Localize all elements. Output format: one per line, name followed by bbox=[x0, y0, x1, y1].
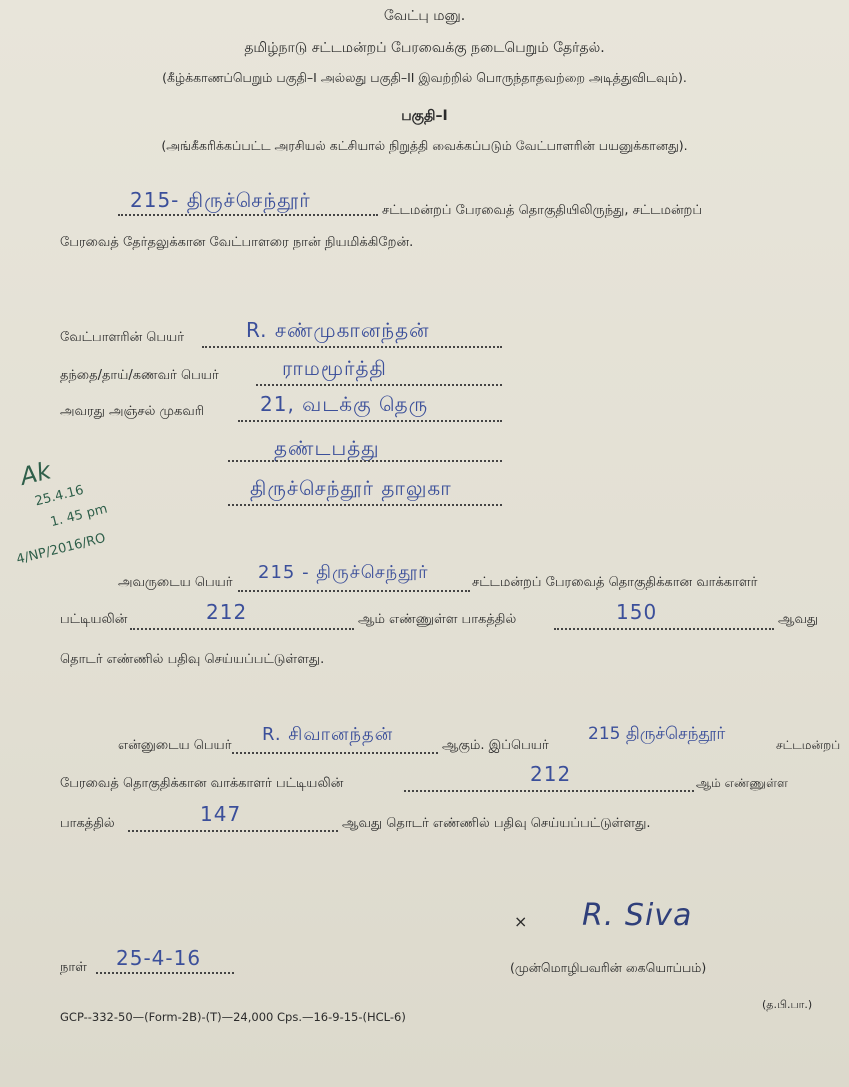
dotted-line bbox=[404, 790, 694, 792]
form-subtitle: தமிழ்நாடு சட்டமன்றப் பேரவைக்கு நடைபெறும் தேர்தல். bbox=[244, 40, 605, 56]
dotted-line bbox=[228, 504, 502, 506]
para2-part-number-handwritten: 212 bbox=[206, 600, 248, 624]
signature-cross-mark: × bbox=[514, 912, 528, 931]
para2-text1: அவருடைய பெயர் bbox=[118, 575, 233, 590]
para3-text1: என்னுடைய பெயர் bbox=[118, 738, 232, 753]
receipt-date: 25.4.16 bbox=[33, 482, 86, 510]
dotted-line bbox=[202, 346, 502, 348]
proposer-name-handwritten: R. சிவானந்தன் bbox=[262, 724, 394, 745]
para3-part-number-handwritten: 212 bbox=[530, 762, 572, 786]
candidate-name-handwritten: R. சண்முகானந்தன் bbox=[246, 318, 430, 342]
father-name-handwritten: ராமமூர்த்தி bbox=[282, 356, 387, 380]
address-line1-handwritten: 21, வடக்கு தெரு bbox=[260, 392, 429, 416]
para3-constituency-handwritten: 215 திருச்செந்தூர் bbox=[588, 724, 726, 744]
form-code: GCP--332-50—(Form-2B)-(T)—24,000 Cps.—16-9-15-(HCL-6) bbox=[60, 1010, 406, 1024]
date-label: நாள் bbox=[60, 960, 87, 975]
para2-text3: பட்டியலின் bbox=[60, 612, 128, 627]
para2-text2: சட்டமன்றப் பேரவைத் தொகுதிக்கான வாக்காளர் bbox=[472, 575, 758, 590]
receipt-initial: Ak bbox=[17, 456, 54, 491]
address-line3-handwritten: திருச்செந்தூர் தாலுகா bbox=[250, 476, 452, 500]
part-heading: பகுதி–I bbox=[401, 108, 448, 124]
constituency-handwritten: 215- திருச்செந்தூர் bbox=[130, 188, 311, 212]
father-name-label: தந்தை/தாய்/கணவர் பெயர் bbox=[60, 368, 219, 383]
date-handwritten: 25-4-16 bbox=[116, 946, 202, 970]
para2-text6: தொடர் எண்ணில் பதிவு செய்யப்பட்டுள்ளது. bbox=[60, 652, 325, 667]
proposer-signature: R. Siva bbox=[582, 898, 693, 933]
press-mark: (த.பி.பா.) bbox=[762, 998, 813, 1011]
para3-text3: சட்டமன்றப் bbox=[776, 738, 841, 752]
dotted-line bbox=[232, 752, 438, 754]
dotted-line bbox=[228, 460, 502, 462]
part-note: (அங்கீகரிக்கப்பட்ட அரசியல் கட்சியால் நிறுத்தி வைக்கப்படும் வேட்பாளரின் பயனுக்கானது). bbox=[161, 138, 688, 153]
para3-text6: பாகத்தில் bbox=[60, 816, 115, 831]
para1-line2: பேரவைத் தேர்தலுக்கான வேட்பாளரை நான் நியமிக்கிறேன். bbox=[60, 235, 414, 250]
dotted-line bbox=[118, 214, 378, 216]
para3-text7: ஆவது தொடர் எண்ணில் பதிவு செய்யப்பட்டுள்ளது. bbox=[342, 816, 651, 831]
para3-text5: ஆம் எண்ணுள்ள bbox=[696, 776, 788, 790]
receipt-reference: 4/NP/2016/RO bbox=[14, 530, 108, 568]
para2-text5: ஆவது bbox=[778, 612, 819, 627]
dotted-line bbox=[238, 420, 502, 422]
dotted-line bbox=[256, 384, 502, 386]
para1-line1: சட்டமன்றப் பேரவைத் தொகுதியிலிருந்து, சட்டமன்றப் bbox=[382, 203, 703, 218]
dotted-line bbox=[96, 972, 234, 974]
dotted-line bbox=[554, 628, 774, 630]
para3-text4: பேரவைத் தொகுதிக்கான வாக்காளர் பட்டியலின் bbox=[60, 776, 344, 791]
dotted-line bbox=[238, 590, 470, 592]
para2-text4: ஆம் எண்ணுள்ள பாகத்தில் bbox=[358, 612, 517, 627]
receipt-time: 1. 45 pm bbox=[48, 501, 109, 531]
form-instruction: (கீழ்க்காணப்பெறும் பகுதி–I அல்லது பகுதி–II இவற்றில் பொருந்தாதவற்றை அடித்துவிடவும்). bbox=[162, 70, 687, 85]
para3-serial-number-handwritten: 147 bbox=[200, 802, 242, 826]
dotted-line bbox=[128, 830, 338, 832]
signature-label: (முன்மொழிபவரின் கையொப்பம்) bbox=[510, 960, 707, 975]
para2-serial-number-handwritten: 150 bbox=[616, 600, 658, 624]
address-label: அவரது அஞ்சல் முகவரி bbox=[60, 404, 205, 419]
address-line2-handwritten: தண்டபத்து bbox=[274, 436, 380, 460]
candidate-name-label: வேட்பாளரின் பெயர் bbox=[60, 330, 185, 345]
dotted-line bbox=[130, 628, 354, 630]
para3-text2: ஆகும். இப்பெயர் bbox=[442, 738, 549, 753]
form-title: வேட்பு மனு. bbox=[383, 8, 466, 24]
receipt-note bbox=[0, 408, 219, 602]
para2-constituency-handwritten: 215 - திருச்செந்தூர் bbox=[258, 562, 429, 583]
